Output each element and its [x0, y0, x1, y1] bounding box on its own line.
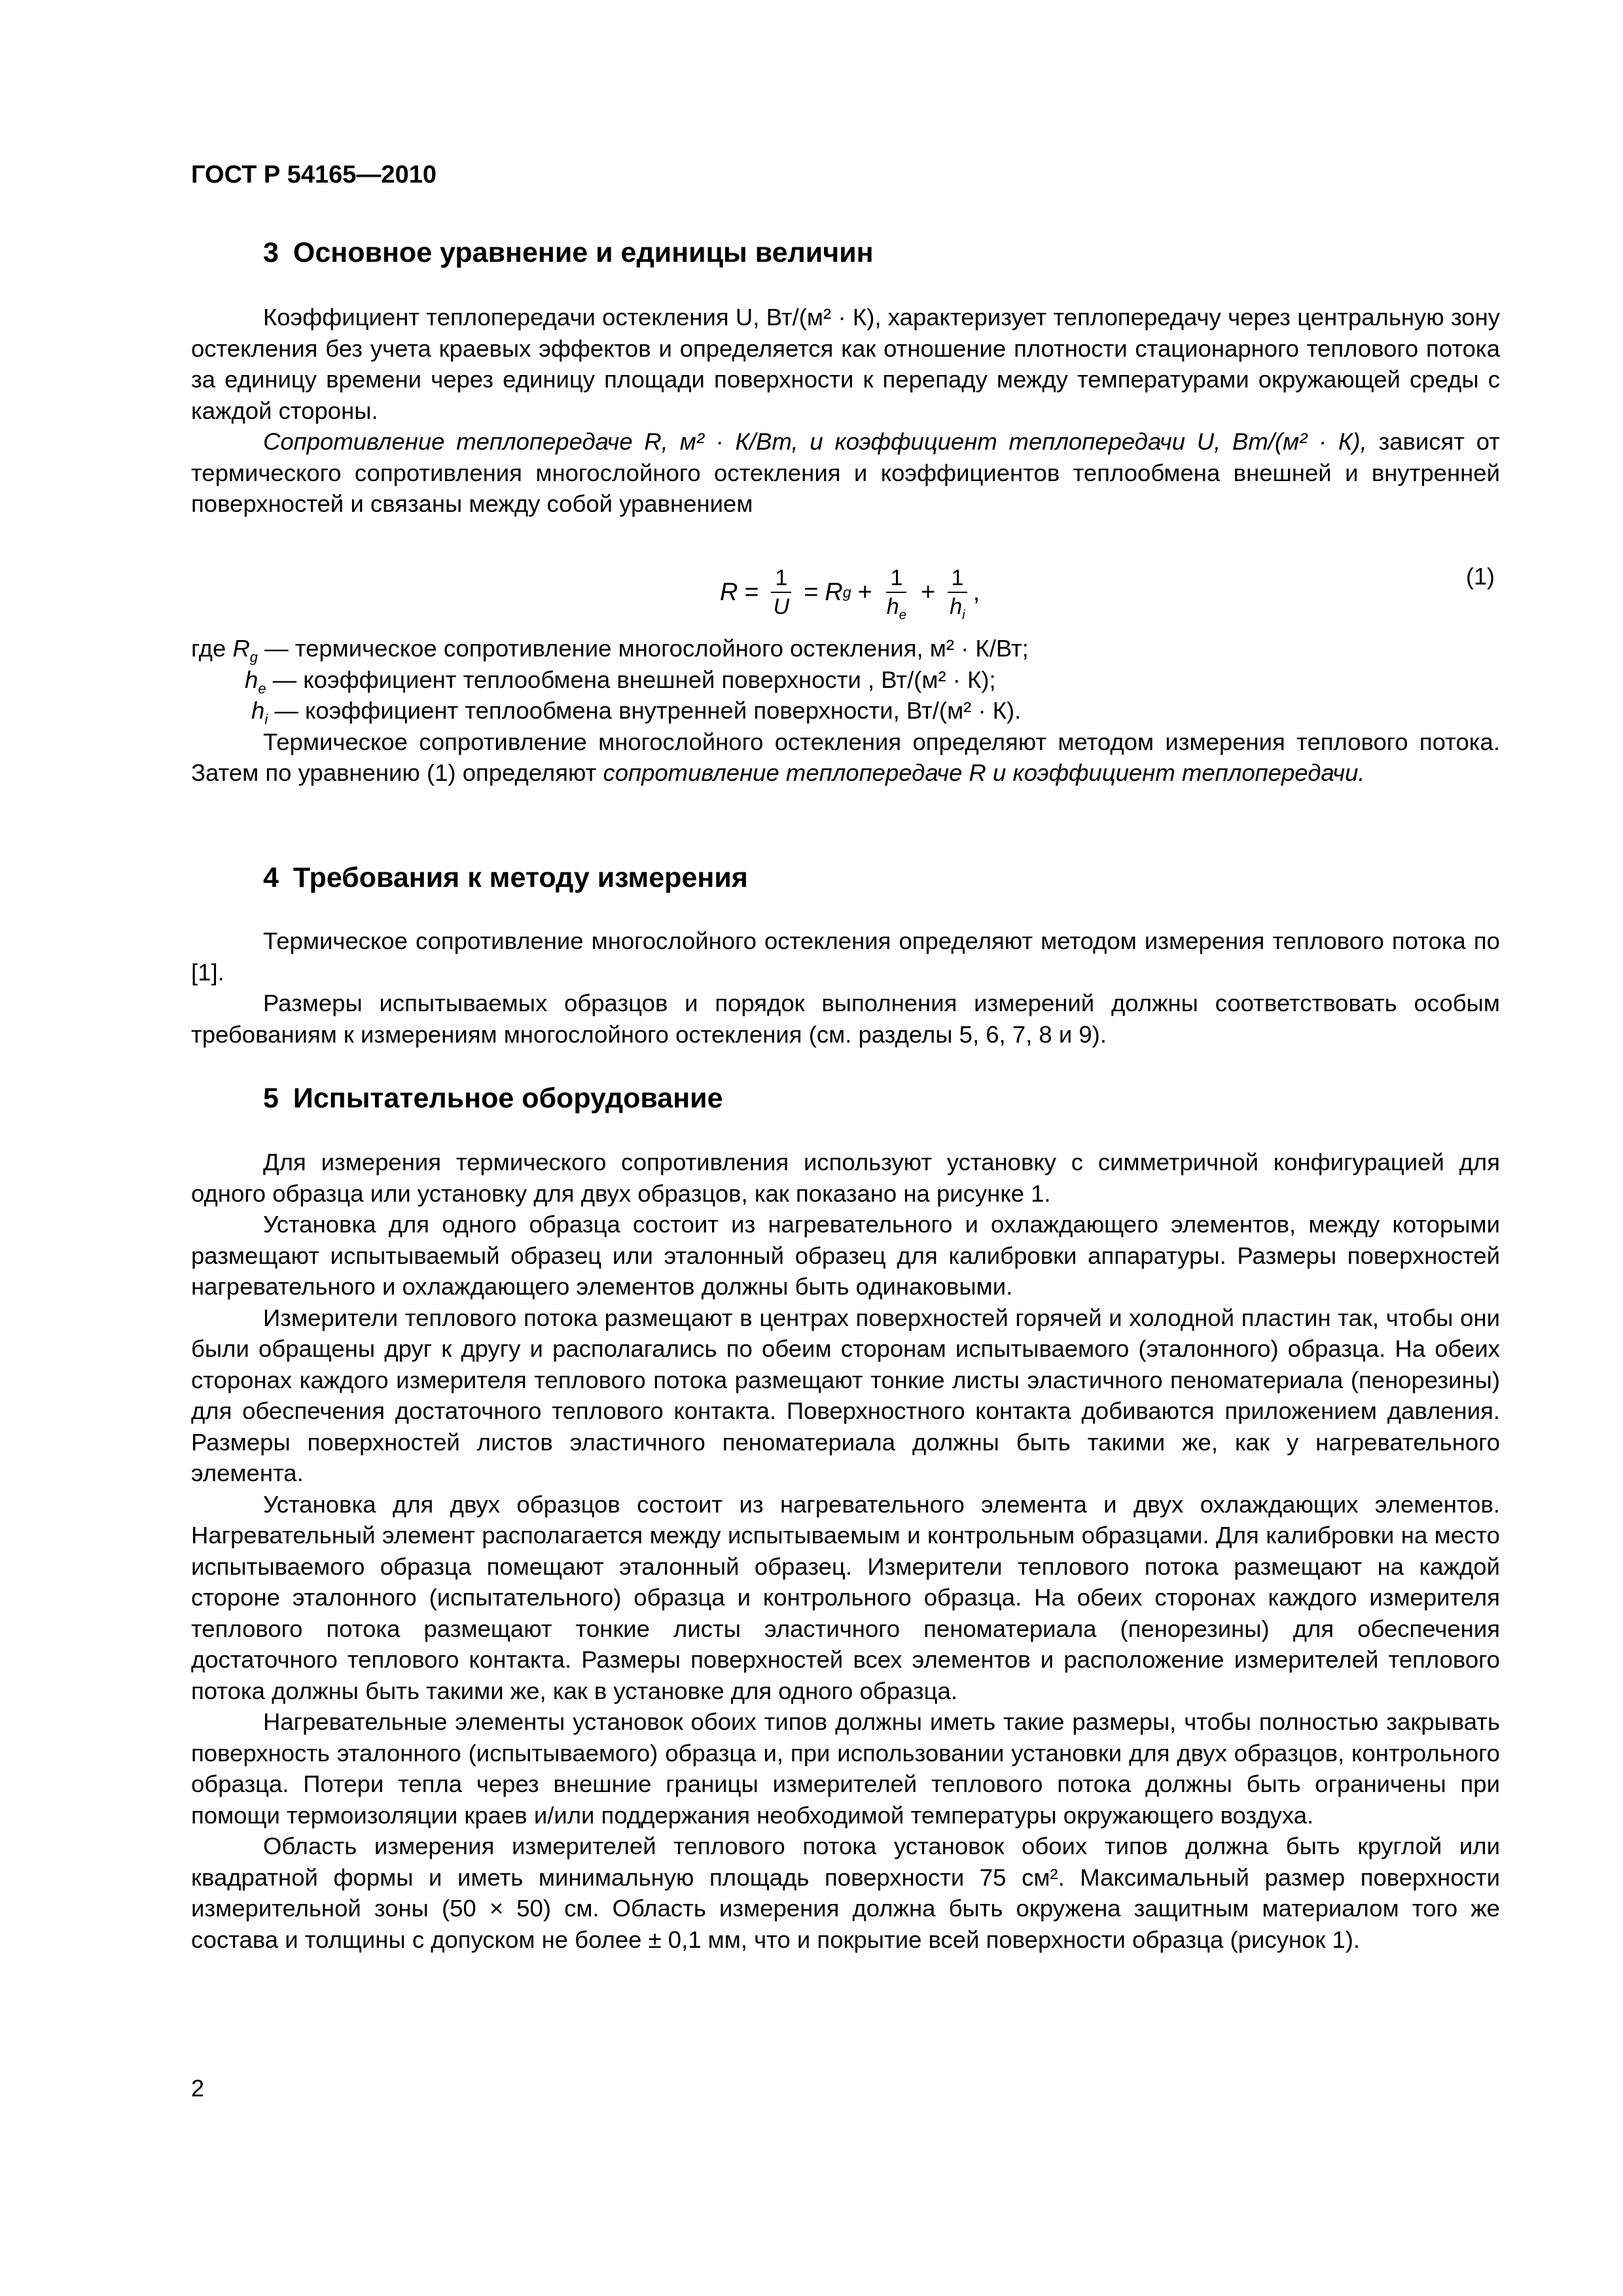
- paragraph: Размеры испытываемых образцов и порядок выполнения измерений должны соответствовать особым требованиям к измерениям многослойного остекления (см. разделы 5, 6, 7, 8 и 9).: [191, 990, 1500, 1048]
- formula-fraction: [770, 564, 794, 620]
- legend-row: [191, 695, 1500, 726]
- legend-subscript: e: [258, 679, 266, 696]
- formula-fraction: [883, 564, 910, 620]
- formula-operator: =: [804, 578, 819, 606]
- section-5-body: [191, 1147, 1500, 1955]
- paragraph: [191, 426, 1500, 520]
- fraction-numerator: 1: [948, 564, 968, 593]
- formula-operator: +: [921, 578, 936, 606]
- legend-text: — термическое сопротивление многослойного остекления, м² · К/Вт;: [257, 635, 1029, 662]
- fraction-denominator: [883, 593, 910, 620]
- paragraph: Установка для одного образца состоит из нагревательного и охлаждающего элементов, между которыми размещают испытываемый образец или эталонный образец для калибровки аппаратуры. Размеры поверхностей нагревательного и охлаждающего элементов должны быть одинаковыми.: [191, 1211, 1500, 1300]
- fraction-denominator: [946, 593, 969, 620]
- paragraph: Термическое сопротивление многослойного остекления определяют методом измерения теплового потока по [1].: [191, 927, 1500, 986]
- legend-row: [191, 664, 1500, 696]
- section-3-heading: [191, 237, 1500, 269]
- section-title: Требования к методу измерения: [293, 862, 748, 893]
- paragraph: Измерители теплового потока размещают в центрах поверхностей горячей и холодной пластин так, чтобы они были обращены друг к другу и располагались по обеим сторонам испытываемого (эталонного) образца. На обеих сторонах каждого измерителя теплового потока размещают тонкие листы эластичного пеноматериала (пенорезины) для обеспечения достаточного теплового контакта. Поверхностного контакта добиваются приложением давления. Размеры поверхностей листов эластичного пеноматериала должны быть такими же, как у нагревательного элемента.: [191, 1304, 1500, 1486]
- legend-text: — коэффициент теплообмена внешней поверхности , Вт/(м² · К);: [266, 666, 996, 693]
- section-3-body: [191, 302, 1500, 520]
- formula-number: (1): [1466, 563, 1495, 590]
- legend-row: [191, 633, 1500, 664]
- formula-punctuation: ,: [972, 578, 980, 606]
- denominator-subscript: e: [899, 607, 907, 622]
- formula-symbol: R: [720, 578, 738, 606]
- denominator-symbol: h: [886, 594, 899, 619]
- page-number: 2: [191, 2075, 205, 2102]
- section-number: 3: [263, 237, 279, 268]
- section-title: Основное уравнение и единицы величин: [293, 237, 874, 268]
- document-id: ГОСТ Р 54165—2010: [191, 161, 437, 188]
- denominator-subscript: i: [962, 607, 965, 622]
- formula-legend: [191, 633, 1500, 789]
- paragraph-text: зависят от термического сопротивления многослойного остекления и коэффициентов теплообмена внешней и внутренней поверхностей и связаны между собой уравнением: [191, 428, 1500, 517]
- paragraph: [191, 726, 1500, 789]
- section-4-body: [191, 925, 1500, 1050]
- paragraph: Нагревательные элементы установок обоих типов должны иметь такие размеры, чтобы полностью закрывать поверхность эталонного (испытываемого) образца и, при использовании установки для двух образцов, контрольного образца. Потери тепла через внешние границы измерителей теплового потока должны быть ограничены при помощи термоизоляции краев и/или поддержания необходимой температуры окружающего воздуха.: [191, 1708, 1500, 1829]
- section-number: 4: [263, 862, 279, 893]
- formula-symbol: R: [825, 578, 843, 606]
- formula-1: R = $\frac{1}{U}$ = R g + $\frac{1}{h_e}$ + $\frac{1}{h_i}$ ,: [720, 565, 980, 622]
- legend-text: — коэффициент теплообмена внутренней поверхности, Вт/(м² · К).: [268, 697, 1022, 724]
- formula-operator: +: [857, 578, 872, 606]
- section-number: 5: [263, 1083, 279, 1114]
- paragraph: Установка для двух образцов состоит из нагревательного элемента и двух охлаждающих элементов. Нагревательный элемент располагается между испытываемым и контрольным образцами. Для калибровки на место испытываемого образца помещают эталонный образец. Измерители теплового потока размещают на каждой стороне эталонного (испытательного) образца и контрольного образца. На обеих сторонах каждого измерителя теплового потока размещают тонкие листы эластичного пеноматериала (пенорезины) для обеспечения достаточного теплового контакта. Размеры поверхностей всех элементов и расположение измерителей теплового потока должны быть такими же, как в установке для одного образца.: [191, 1490, 1500, 1704]
- section-title: Испытательное оборудование: [293, 1083, 723, 1114]
- fraction-numerator: 1: [886, 564, 906, 593]
- italic-text: Сопротивление теплопередаче R, м² · К/Вт, и коэффициент теплопередачи U, Вт/(м² · К),: [263, 428, 1367, 455]
- legend-subscript: g: [249, 649, 258, 666]
- legend-symbol: h: [245, 666, 259, 693]
- paragraph-text: Термическое сопротивление многослойного остекления определяют методом измерения теплового потока. Затем по уравнению (1) определяют: [191, 728, 1500, 786]
- section-4-heading: [191, 862, 1500, 894]
- paragraph: Коэффициент теплопередачи остекления U, Вт/(м² · К), характеризует теплопередачу через центральную зону остекления без учета краевых эффектов и определяется как отношение плотности стационарного теплового потока за единицу времени через единицу площади поверхности к перепаду между температурами окружающей среды с каждой стороны.: [191, 304, 1500, 424]
- denominator-symbol: h: [950, 594, 963, 619]
- formula-operator: =: [744, 578, 759, 606]
- legend-prefix: где: [191, 635, 226, 662]
- fraction-denominator: U: [773, 594, 790, 619]
- section-5-heading: [191, 1083, 1500, 1115]
- italic-text: сопротивление теплопередаче R и коэффициент теплопередачи.: [603, 759, 1365, 786]
- paragraph: Для измерения термического сопротивления используют установку с симметричной конфигурацией для одного образца или установку для двух образцов, как показано на рисунке 1.: [191, 1149, 1500, 1207]
- legend-symbol: R: [232, 635, 250, 662]
- fraction-numerator: 1: [771, 564, 791, 593]
- formula-fraction: [946, 564, 969, 620]
- legend-subscript: i: [264, 711, 268, 728]
- paragraph: Область измерения измерителей теплового потока установок обоих типов должна быть круглой или квадратной формы и иметь минимальную площадь поверхности 75 см². Максимальный размер поверхности измерительной зоны (50 × 50) см. Область измерения должна быть окружена защитным материалом того же состава и толщины с допуском не более ± 0,1 мм, что и покрытие всей поверхности образца (рисунок 1).: [191, 1833, 1500, 1953]
- legend-symbol: h: [251, 697, 265, 724]
